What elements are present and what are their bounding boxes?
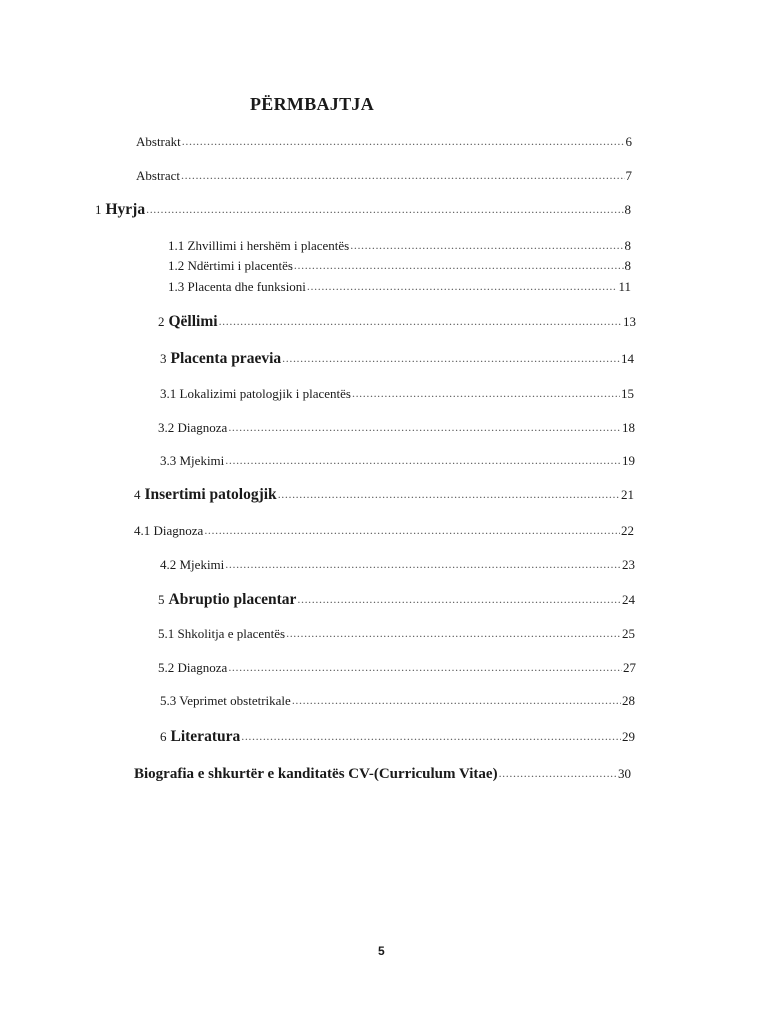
toc-entry-page: 28: [622, 693, 635, 708]
toc-leader-dots: [146, 201, 623, 217]
toc-entry-abstrakt[interactable]: [136, 134, 632, 150]
toc-entry-page: 23: [622, 557, 635, 572]
toc-entry-abstract[interactable]: [136, 168, 632, 184]
toc-entry-label: 4.1 Diagnoza: [134, 523, 204, 538]
toc-entry-insertimi-patologjik[interactable]: [134, 487, 634, 503]
toc-entry-label: 3.2 Diagnoza: [158, 420, 228, 435]
toc-entry-label: Abstract: [136, 168, 181, 183]
toc-leader-dots: [219, 313, 622, 329]
toc-entry-number: 3: [160, 351, 167, 366]
toc-entry-4-1[interactable]: [134, 523, 634, 539]
toc-entry-3-2[interactable]: [158, 420, 635, 436]
toc-leader-dots: [241, 728, 621, 744]
toc-entry-label: 1.2 Ndërtimi i placentës: [168, 258, 293, 273]
toc-entry-placenta-praevia[interactable]: [160, 351, 634, 367]
toc-leader-dots: [350, 237, 623, 253]
toc-entry-label: Literatura: [170, 728, 241, 745]
toc-entry-qellimi[interactable]: [158, 314, 636, 330]
toc-entry-label: Abruptio placentar: [168, 591, 297, 608]
toc-entry-5-1[interactable]: [158, 626, 635, 642]
toc-leader-dots: [297, 591, 621, 607]
toc-entry-page: 18: [622, 420, 635, 435]
toc-entry-page: 15: [621, 386, 634, 401]
toc-entry-label: Insertimi patologjik: [144, 486, 277, 503]
toc-entry-page: 6: [625, 134, 632, 149]
toc-entry-number: 1: [95, 202, 102, 217]
toc-entry-page: 7: [625, 168, 632, 183]
toc-entry-page: 8: [624, 238, 631, 253]
toc-entry-page: 24: [622, 592, 635, 607]
page-title: PËRMBAJTJA: [250, 94, 374, 114]
toc-entry-label: 5.3 Veprimet obstetrikale: [160, 693, 291, 708]
toc-leader-dots: [204, 522, 620, 538]
toc-entry-3-3[interactable]: [160, 453, 635, 469]
toc-leader-dots: [499, 765, 617, 781]
toc-entry-page: 19: [622, 453, 635, 468]
toc-leader-dots: [228, 659, 622, 675]
toc-entry-label: 3.3 Mjekimi: [160, 453, 225, 468]
toc-leader-dots: [181, 167, 624, 183]
toc-entry-1-1[interactable]: [168, 238, 631, 254]
toc-entry-hyrja[interactable]: [95, 202, 631, 218]
toc-entry-label: Biografia e shkurtër e kanditatës CV-(Curriculum Vitae): [134, 766, 498, 782]
toc-entry-label: 3.1 Lokalizimi patologjik i placentës: [160, 386, 351, 401]
toc-entry-label: 1.3 Placenta dhe funksioni: [168, 279, 306, 294]
toc-entry-label: Abstrakt: [136, 134, 181, 149]
toc-entry-label: Qëllimi: [168, 313, 218, 330]
toc-entry-number: 5: [158, 592, 165, 607]
toc-entry-label: 1.1 Zhvillimi i hershëm i placentës: [168, 238, 350, 253]
toc-entry-label: Placenta praevia: [170, 350, 282, 367]
toc-entry-page: 25: [622, 626, 635, 641]
toc-entry-page: 21: [621, 487, 634, 502]
page-number: 5: [378, 944, 385, 958]
toc-leader-dots: [225, 452, 621, 468]
toc-entry-page: 13: [623, 314, 636, 329]
toc-leader-dots: [352, 385, 620, 401]
toc-entry-page: 29: [622, 729, 635, 744]
toc-entry-biografia[interactable]: [134, 766, 631, 782]
toc-entry-5-2[interactable]: [158, 660, 636, 676]
toc-entry-page: 27: [623, 660, 636, 675]
toc-entry-page: 30: [618, 766, 631, 781]
toc-entry-label: Hyrja: [105, 201, 146, 218]
toc-entry-5-3[interactable]: [160, 693, 635, 709]
toc-entry-literatura[interactable]: [160, 729, 635, 745]
toc-entry-page: 11: [618, 279, 631, 294]
toc-entry-1-2[interactable]: [168, 258, 631, 274]
toc-leader-dots: [182, 133, 625, 149]
toc-leader-dots: [292, 692, 621, 708]
toc-entry-page: 8: [624, 202, 631, 217]
toc-leader-dots: [294, 257, 624, 273]
toc-leader-dots: [307, 278, 618, 294]
toc-entry-label: 5.1 Shkolitja e placentës: [158, 626, 286, 641]
toc-leader-dots: [278, 486, 620, 502]
toc-entry-1-3[interactable]: [168, 279, 631, 295]
toc-entry-number: 4: [134, 487, 141, 502]
toc-entry-page: 8: [624, 258, 631, 273]
toc-leader-dots: [225, 556, 621, 572]
toc-entry-abruptio-placentar[interactable]: [158, 592, 635, 608]
toc-entry-label: 5.2 Diagnoza: [158, 660, 228, 675]
toc-entry-label: 4.2 Mjekimi: [160, 557, 225, 572]
toc-entry-page: 14: [621, 351, 634, 366]
toc-entry-3-1[interactable]: [160, 386, 634, 402]
toc-entry-page: 22: [621, 523, 634, 538]
toc-entry-4-2[interactable]: [160, 557, 635, 573]
toc-entry-number: 6: [160, 729, 167, 744]
toc-leader-dots: [228, 419, 621, 435]
toc-leader-dots: [286, 625, 621, 641]
toc-entry-number: 2: [158, 314, 165, 329]
toc-leader-dots: [282, 350, 620, 366]
